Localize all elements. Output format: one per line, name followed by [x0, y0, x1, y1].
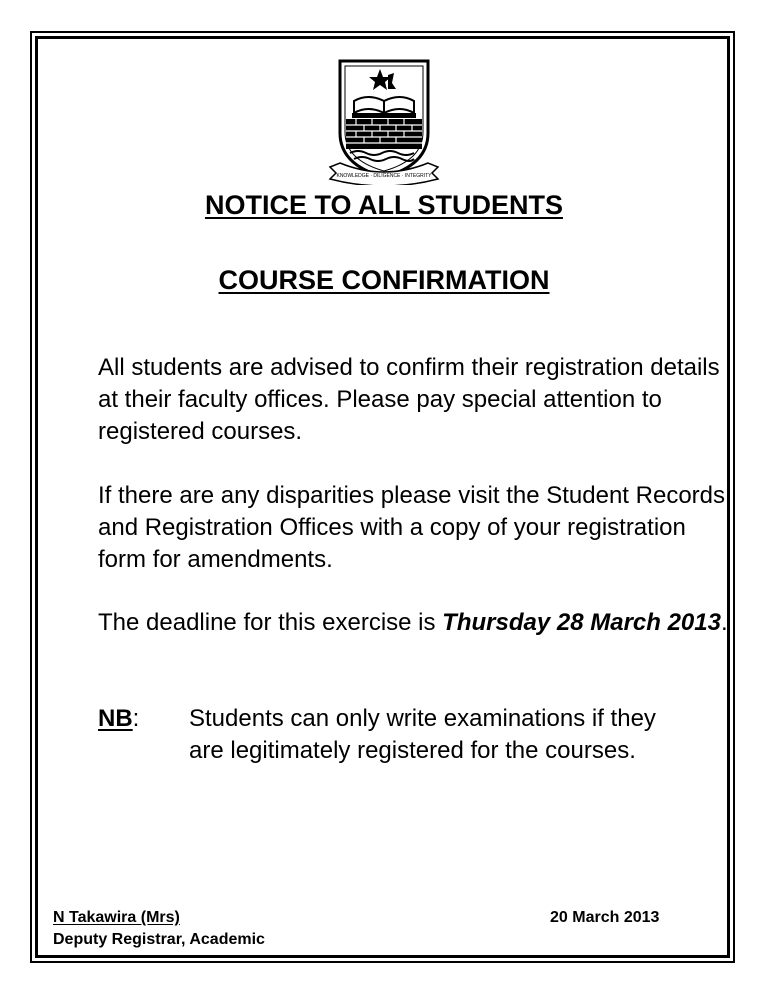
deadline-suffix: . — [720, 609, 728, 636]
paragraph-confirm-registration: All students are advised to confirm their registration details at their faculty offices. Please pay special attention to registered courses. — [98, 354, 720, 445]
university-crest-logo — [328, 55, 440, 185]
signature-block — [53, 907, 265, 951]
svg-text:KNOWLEDGE · DILIGENCE · INTEGR: KNOWLEDGE · DILIGENCE · INTEGRITY — [336, 173, 432, 179]
nb-text: Students can only write examinations if they are legitimately registered for the courses. — [189, 705, 656, 764]
paragraph-deadline — [98, 607, 728, 639]
deadline-date: Thursday 28 March 2013 — [442, 609, 721, 636]
notice-date: 20 March 2013 — [550, 909, 660, 926]
signatory-position: Deputy Registrar, Academic — [53, 931, 265, 948]
paragraph-disparities: If there are any disparities please visit the Student Records and Registration Offices with a copy of your registration form for amendments. — [98, 482, 725, 573]
nb-colon: : — [132, 705, 140, 732]
notice-title: NOTICE TO ALL STUDENTS — [204, 190, 563, 220]
nb-label: NB — [98, 705, 133, 732]
signatory-name: N Takawira (Mrs) — [53, 909, 180, 926]
deadline-prefix: The deadline for this exercise is — [98, 609, 443, 636]
nb-label-group — [98, 703, 139, 735]
notice-subtitle: COURSE CONFIRMATION — [218, 265, 550, 295]
